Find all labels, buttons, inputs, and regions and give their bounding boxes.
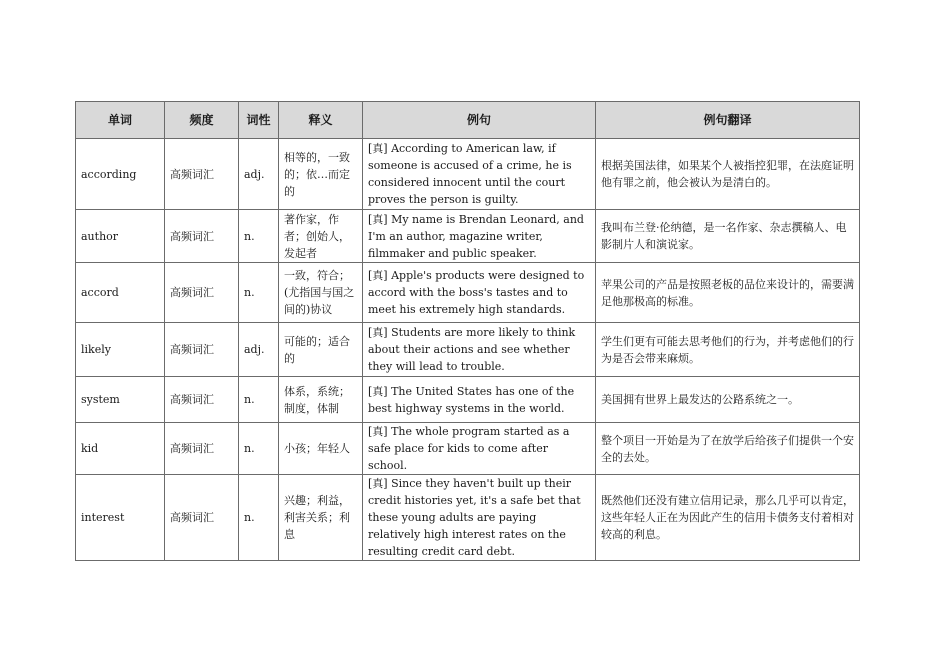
cell-translation: 学生们更有可能去思考他们的行为，并考虑他们的行为是否会带来麻烦。 <box>596 323 860 377</box>
header-word: 单词 <box>76 102 165 139</box>
cell-example: [真] Since they haven't built up their credit histories yet, it's a safe bet that these young adults are paying relatively high interest rates on the resulting credit card debt. <box>363 475 596 561</box>
cell-pos: n. <box>239 263 279 323</box>
cell-frequency: 高频词汇 <box>165 423 239 475</box>
cell-meaning: 著作家，作者；创始人，发起者 <box>279 210 363 263</box>
cell-pos: n. <box>239 475 279 561</box>
header-row <box>76 102 860 139</box>
cell-pos: n. <box>239 377 279 423</box>
cell-translation: 根据美国法律，如果某个人被指控犯罪，在法庭证明他有罪之前，他会被认为是清白的。 <box>596 139 860 210</box>
cell-frequency: 高频词汇 <box>165 139 239 210</box>
cell-translation: 既然他们还没有建立信用记录，那么几乎可以肯定，这些年轻人正在为因此产生的信用卡债务支付着相对较高的利息。 <box>596 475 860 561</box>
cell-word: according <box>76 139 165 210</box>
cell-word: system <box>76 377 165 423</box>
table-row <box>76 139 860 210</box>
table-row <box>76 377 860 423</box>
cell-frequency: 高频词汇 <box>165 475 239 561</box>
cell-translation: 整个项目一开始是为了在放学后给孩子们提供一个安全的去处。 <box>596 423 860 475</box>
header-pos: 词性 <box>239 102 279 139</box>
header-frequency: 频度 <box>165 102 239 139</box>
cell-word: accord <box>76 263 165 323</box>
cell-translation: 我叫布兰登·伦纳德，是一名作家、杂志撰稿人、电影制片人和演说家。 <box>596 210 860 263</box>
cell-word: author <box>76 210 165 263</box>
cell-word: kid <box>76 423 165 475</box>
cell-translation: 美国拥有世界上最发达的公路系统之一。 <box>596 377 860 423</box>
cell-example: [真] The United States has one of the best highway systems in the world. <box>363 377 596 423</box>
cell-example: [真] Students are more likely to think about their actions and see whether they will lead to trouble. <box>363 323 596 377</box>
header-translation: 例句翻译 <box>596 102 860 139</box>
cell-meaning: 体系，系统；制度，体制 <box>279 377 363 423</box>
cell-frequency: 高频词汇 <box>165 377 239 423</box>
cell-translation: 苹果公司的产品是按照老板的品位来设计的，需要满足他那极高的标准。 <box>596 263 860 323</box>
cell-meaning: 一致，符合；(尤指国与国之间的)协议 <box>279 263 363 323</box>
cell-meaning: 兴趣；利益，利害关系；利息 <box>279 475 363 561</box>
cell-pos: adj. <box>239 139 279 210</box>
cell-pos: n. <box>239 423 279 475</box>
cell-example: [真] My name is Brendan Leonard, and I'm an author, magazine writer, filmmaker and public speaker. <box>363 210 596 263</box>
cell-example: [真] Apple's products were designed to accord with the boss's tastes and to meet his extremely high standards. <box>363 263 596 323</box>
cell-pos: adj. <box>239 323 279 377</box>
cell-example: [真] According to American law, if someone is accused of a crime, he is considered innocent until the court proves the person is guilty. <box>363 139 596 210</box>
table-row <box>76 323 860 377</box>
cell-frequency: 高频词汇 <box>165 210 239 263</box>
cell-example: [真] The whole program started as a safe place for kids to come after school. <box>363 423 596 475</box>
header-meaning: 释义 <box>279 102 363 139</box>
cell-meaning: 相等的，一致的；依…而定的 <box>279 139 363 210</box>
table-row <box>76 210 860 263</box>
cell-word: likely <box>76 323 165 377</box>
table-row <box>76 423 860 475</box>
table-row <box>76 475 860 561</box>
header-example: 例句 <box>363 102 596 139</box>
table-row <box>76 263 860 323</box>
cell-meaning: 小孩；年轻人 <box>279 423 363 475</box>
cell-frequency: 高频词汇 <box>165 263 239 323</box>
vocabulary-table <box>75 101 860 561</box>
cell-meaning: 可能的；适合的 <box>279 323 363 377</box>
cell-word: interest <box>76 475 165 561</box>
cell-frequency: 高频词汇 <box>165 323 239 377</box>
cell-pos: n. <box>239 210 279 263</box>
